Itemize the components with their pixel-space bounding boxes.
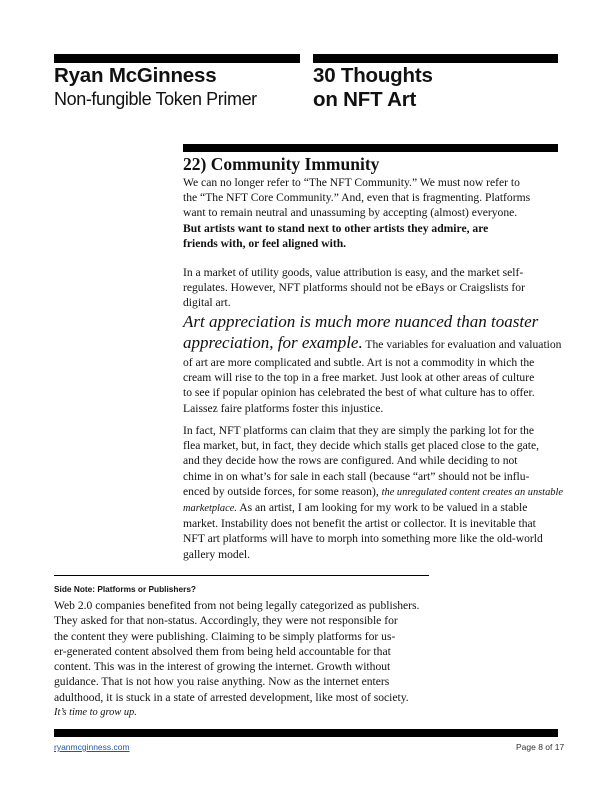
text-line: gallery model. xyxy=(183,547,250,561)
italic-fragment: the unregulated content creates an unstable xyxy=(381,486,563,498)
paragraph-1 xyxy=(183,175,563,251)
text-line: In a market of utility goods, value attribution is easy, and the market self- xyxy=(183,266,524,279)
text-line: er-generated content absolved them from being held accountable for that xyxy=(54,644,391,658)
header-bar-left xyxy=(54,54,300,63)
side-note-body xyxy=(54,598,454,720)
footer-bar xyxy=(54,729,558,737)
page-number: Page 8 of 17 xyxy=(516,742,565,752)
series-title-line-2: on NFT Art xyxy=(313,88,417,111)
text-fragment: As an artist, I am looking for my work to be valued in a stable xyxy=(236,501,528,515)
document-subtitle: Non-fungible Token Primer xyxy=(54,89,257,109)
side-note-closing: It’s time to grow up. xyxy=(54,707,137,719)
bold-line: But artists want to stand next to other artists they admire, are xyxy=(183,221,489,235)
chapter-bar xyxy=(183,144,558,152)
text-line: chime in on what’s for sale in each stall (because “art” should not be influ- xyxy=(183,469,530,483)
series-title xyxy=(313,64,433,112)
text-line: the “The NFT Core Community.” And, even that is fragmenting. Platforms xyxy=(183,191,531,205)
text-line: to see if popular opinion has celebrated the best of what culture has to offer. xyxy=(183,386,535,400)
side-note-rule xyxy=(54,575,429,576)
text-line: Laissez faire platforms foster this injustice. xyxy=(183,401,384,415)
text-line: of art are more complicated and subtle. Art is not a commodity in which the xyxy=(183,356,535,369)
text-line: We can no longer refer to “The NFT Community.” We must now refer to xyxy=(183,176,520,189)
text-fragment: The variables for evaluation and valuation xyxy=(362,338,562,351)
italic-fragment: marketplace. xyxy=(183,503,237,515)
bold-line: friends with, or feel aligned with. xyxy=(183,236,347,250)
text-line: guidance. That is not how you raise anything. Now as the internet enters xyxy=(54,675,390,689)
text-line: NFT art platforms will have to morph into something more like the old-world xyxy=(183,532,543,546)
text-line: regulates. However, NFT platforms should not be eBays or Craigslists for xyxy=(183,281,525,295)
text-line: flea market, but, in fact, they decide which stalls get placed close to the gate, xyxy=(183,439,540,453)
author-name: Ryan McGinness xyxy=(54,64,217,87)
pull-quote-text: appreciation, for example. xyxy=(183,333,363,352)
text-line: In fact, NFT platforms can claim that they are simply the parking lot for the xyxy=(183,424,535,437)
series-title-line-1: 30 Thoughts xyxy=(313,64,433,87)
paragraph-4 xyxy=(183,423,563,562)
text-line: market. Instability does not benefit the artist or collector. It is inevitable that xyxy=(183,517,536,531)
text-line-mixed xyxy=(183,484,563,500)
text-line: adulthood, it is stuck in a state of arrested development, like most of society. xyxy=(54,690,409,704)
pull-quote-line-2 xyxy=(183,332,563,355)
website-link[interactable]: ryanmcginness.com xyxy=(54,742,130,752)
text-line: content. This was in the interest of growing the internet. Growth without xyxy=(54,660,391,674)
text-line: and they decide how the rows are configured. And while deciding to not xyxy=(183,454,518,468)
pull-quote-line-1: Art appreciation is much more nuanced than toaster xyxy=(183,312,539,331)
text-line: cream will rise to the top in a free market. Just look at other areas of culture xyxy=(183,371,535,385)
paragraph-3 xyxy=(183,311,563,416)
text-line: the content they were publishing. Claiming to be simply platforms for us- xyxy=(54,629,396,643)
paragraph-2 xyxy=(183,265,563,311)
text-line: want to remain neutral and unassuming by accepting (almost) everyone. xyxy=(183,206,518,220)
chapter-title: 22) Community Immunity xyxy=(183,154,380,174)
side-note-heading: Side Note: Platforms or Publishers? xyxy=(54,584,196,594)
text-line-mixed xyxy=(183,500,563,516)
text-line: They asked for that non-status. Accordingly, they were not responsible for xyxy=(54,614,398,628)
text-line: digital art. xyxy=(183,296,231,310)
header-bar-right xyxy=(313,54,558,63)
text-line: Web 2.0 companies benefited from not being legally categorized as publishers. xyxy=(54,599,420,612)
text-fragment: enced by outside forces, for some reason), xyxy=(183,484,382,498)
